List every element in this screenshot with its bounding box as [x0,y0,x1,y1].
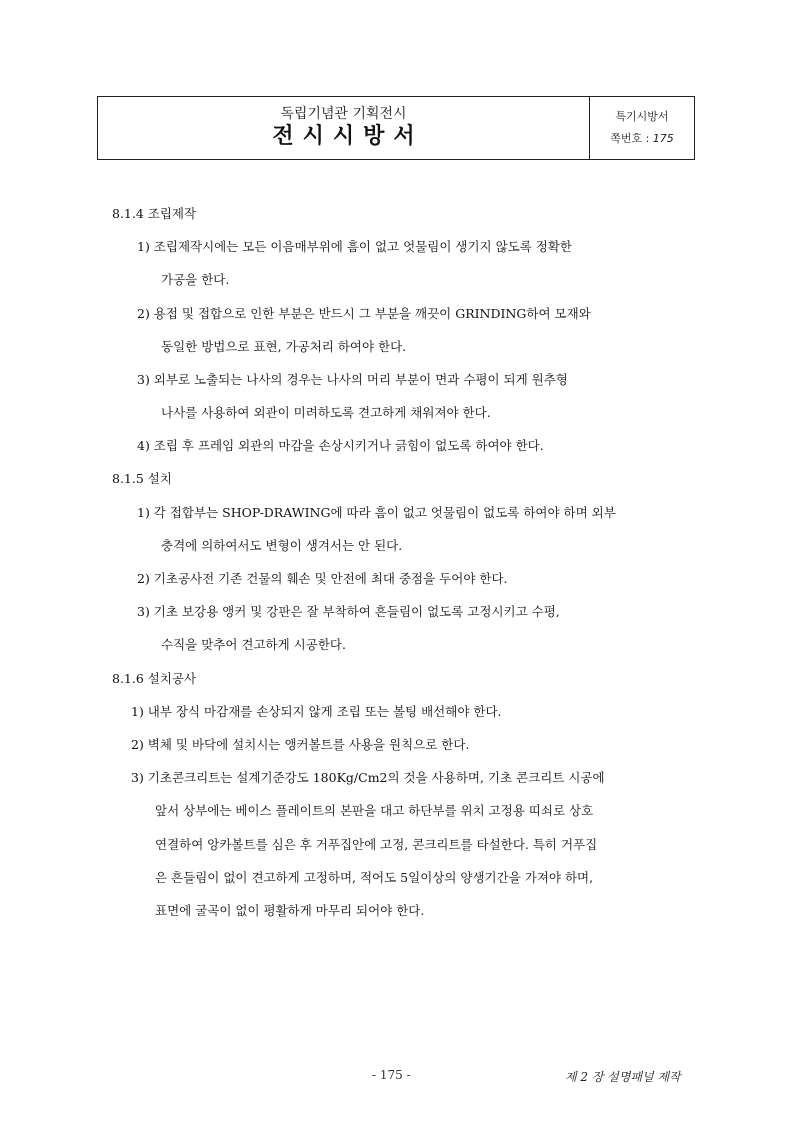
list-item-line: 충격에 의하여서도 변형이 생겨서는 안 된다. [161,538,403,553]
document-header [97,96,695,160]
list-item-line: 동일한 방법으로 표현, 가공처리 하여야 한다. [161,339,407,354]
list-item-line: 1) 내부 장식 마감재를 손상되지 않게 조립 또는 볼팅 배선해야 한다. [131,704,502,719]
list-item-line: 2) 용접 및 접합으로 인한 부분은 반드시 그 부분을 깨끗이 GRINDING하여 모재와 [137,306,591,321]
page-number-value: 175 [652,132,674,145]
list-item-line: 1) 조립제작시에는 모든 이음매부위에 흠이 없고 엇물림이 생기지 않도록 정확한 [137,239,572,254]
section-heading: 8.1.6 설치공사 [112,671,197,686]
footer-page-number: - 175 - [372,1068,411,1082]
list-item-line: 3) 외부로 노출되는 나사의 경우는 나사의 머리 부분이 면과 수평이 되게 원추형 [137,372,568,387]
list-item-line: 연결하여 앙카볼트를 심은 후 거푸집안에 고정, 콘크리트를 타설한다. 특히 거푸집 [155,837,598,852]
section-heading: 8.1.4 조립제작 [112,206,197,221]
list-item-line: 가공을 한다. [161,272,230,287]
header-subtitle: 독립기념관 기획전시 [280,106,407,122]
header-title-block [98,97,590,159]
list-item-line: 1) 각 접합부는 SHOP-DRAWING에 따라 흠이 없고 엇물림이 없도록 하여야 하며 외부 [137,505,616,520]
list-item-line: 4) 조립 후 프레임 외관의 마감을 손상시키거나 긁힘이 없도록 하여야 한다. [137,438,544,453]
list-item-line: 2) 벽체 및 바닥에 설치시는 앵커볼트를 사용을 원칙으로 한다. [131,737,470,752]
list-item-line: 3) 기초 보강용 앵커 및 강판은 잘 부착하여 흔들림이 없도록 고정시키고 수평, [137,604,560,619]
list-item-line: 3) 기초콘크리트는 설계기준강도 180Kg/Cm2의 것을 사용하며, 기초 콘크리트 시공에 [131,770,605,785]
header-title: 전시시방서 [272,124,424,149]
list-item-line: 수직을 맞추어 견고하게 시공한다. [161,637,346,652]
header-info-block [590,97,694,159]
page-number-label: 쪽번호 : [610,132,653,145]
list-item-line: 2) 기초공사전 기존 건물의 훼손 및 안전에 최대 중점을 두어야 한다. [137,571,508,586]
list-item-line: 표면에 굴곡이 없이 평활하게 마무리 되어야 한다. [155,903,425,918]
section-heading: 8.1.5 설치 [112,471,172,486]
page-number-row [610,128,674,150]
list-item-line: 나사를 사용하여 외관이 미려하도록 견고하게 채워져야 한다. [161,405,491,420]
doc-type: 특기시방서 [615,110,669,123]
list-item-line: 앞서 상부에는 베이스 플레이트의 본판을 대고 하단부를 위치 고정용 띠쇠로 상호 [155,803,594,818]
list-item-line: 은 흔들림이 없이 견고하게 고정하며, 적어도 5일이상의 양생기간을 가져야 하며, [155,870,594,885]
footer-chapter-title: 제 2 장 설명패널 제작 [565,1070,681,1084]
